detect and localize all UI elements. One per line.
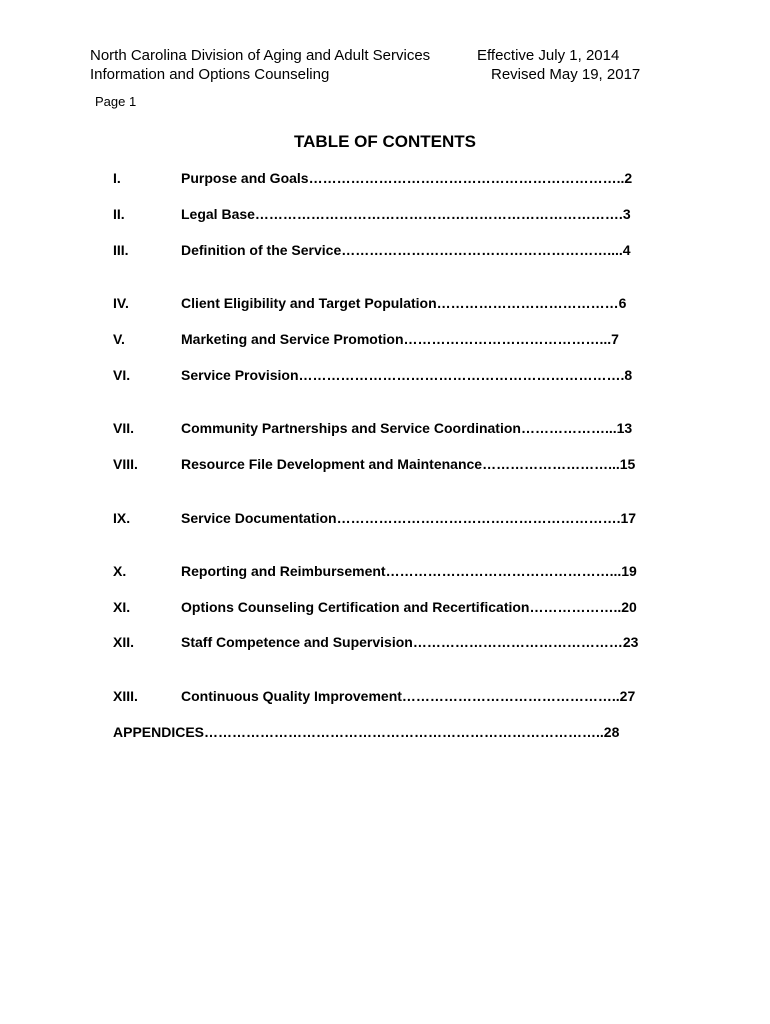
toc-entry-title: Continuous Quality Improvement………………………………………..27 <box>181 688 636 704</box>
toc-title: TABLE OF CONTENTS <box>294 132 476 151</box>
toc-entry-number: III. <box>113 242 129 258</box>
toc-entry-number: II. <box>113 206 125 222</box>
toc-entry <box>0 168 770 188</box>
toc-entry <box>0 632 770 652</box>
toc-entry <box>0 686 770 706</box>
toc-entry-number: XII. <box>113 634 135 650</box>
toc-entry <box>0 365 770 385</box>
toc-entry-number: XIII. <box>113 688 138 704</box>
toc-entry-title: Service Provision…………………………………………………………….8 <box>181 367 633 383</box>
toc-entry <box>0 418 770 438</box>
toc-entry <box>0 561 770 581</box>
toc-entry <box>0 508 770 528</box>
toc-entry <box>0 454 770 474</box>
toc-entry-title: Staff Competence and Supervision………………………………………23 <box>181 634 639 650</box>
toc-entry-title: Service Documentation…………………………………………………….17 <box>181 510 637 526</box>
toc-entry-title: Community Partnerships and Service Coordination………………...13 <box>181 420 633 436</box>
toc-entry-title: Resource File Development and Maintenance………………………...15 <box>181 456 636 472</box>
header-effective-date: Effective July 1, 2014 <box>477 47 620 64</box>
toc-entry-number: VIII. <box>113 456 138 472</box>
toc-entry-number: I. <box>113 170 121 186</box>
toc-entry-title: Definition of the Service…………………………………………………....4 <box>181 242 631 258</box>
toc-entry-number: XI. <box>113 599 131 615</box>
toc-entry-number: X. <box>113 563 127 579</box>
toc-entry <box>0 293 770 313</box>
toc-entry-number: IX. <box>113 510 131 526</box>
header-agency-name: North Carolina Division of Aging and Adult Services <box>90 47 431 64</box>
toc-entry-title: Reporting and Reimbursement…………………………………………...19 <box>181 563 637 579</box>
toc-entry <box>0 204 770 224</box>
toc-entry-number: VI. <box>113 367 131 383</box>
toc-appendices-title: APPENDICES…………………………………………………………………………..28 <box>113 724 620 740</box>
page-number-label: Page 1 <box>95 94 137 109</box>
toc-entry <box>0 240 770 260</box>
toc-entry <box>0 597 770 617</box>
toc-entry-title: Legal Base…………………………………………………………………….3 <box>181 206 631 222</box>
toc-entry-title: Options Counseling Certification and Recertification………………..20 <box>181 599 637 615</box>
toc-entry <box>0 329 770 349</box>
toc-entry-title: Client Eligibility and Target Population…………………………………6 <box>181 295 627 311</box>
toc-entry-number: IV. <box>113 295 129 311</box>
toc-entry-title: Marketing and Service Promotion……………………………………...7 <box>181 331 619 347</box>
header-program-name: Information and Options Counseling <box>90 66 330 83</box>
header-revised-date: Revised May 19, 2017 <box>491 66 641 83</box>
toc-entry-number: VII. <box>113 420 135 436</box>
toc-appendices-entry <box>0 722 770 742</box>
toc-entry-number: V. <box>113 331 125 347</box>
toc-entry-title: Purpose and Goals…………………………………………………………..2 <box>181 170 633 186</box>
